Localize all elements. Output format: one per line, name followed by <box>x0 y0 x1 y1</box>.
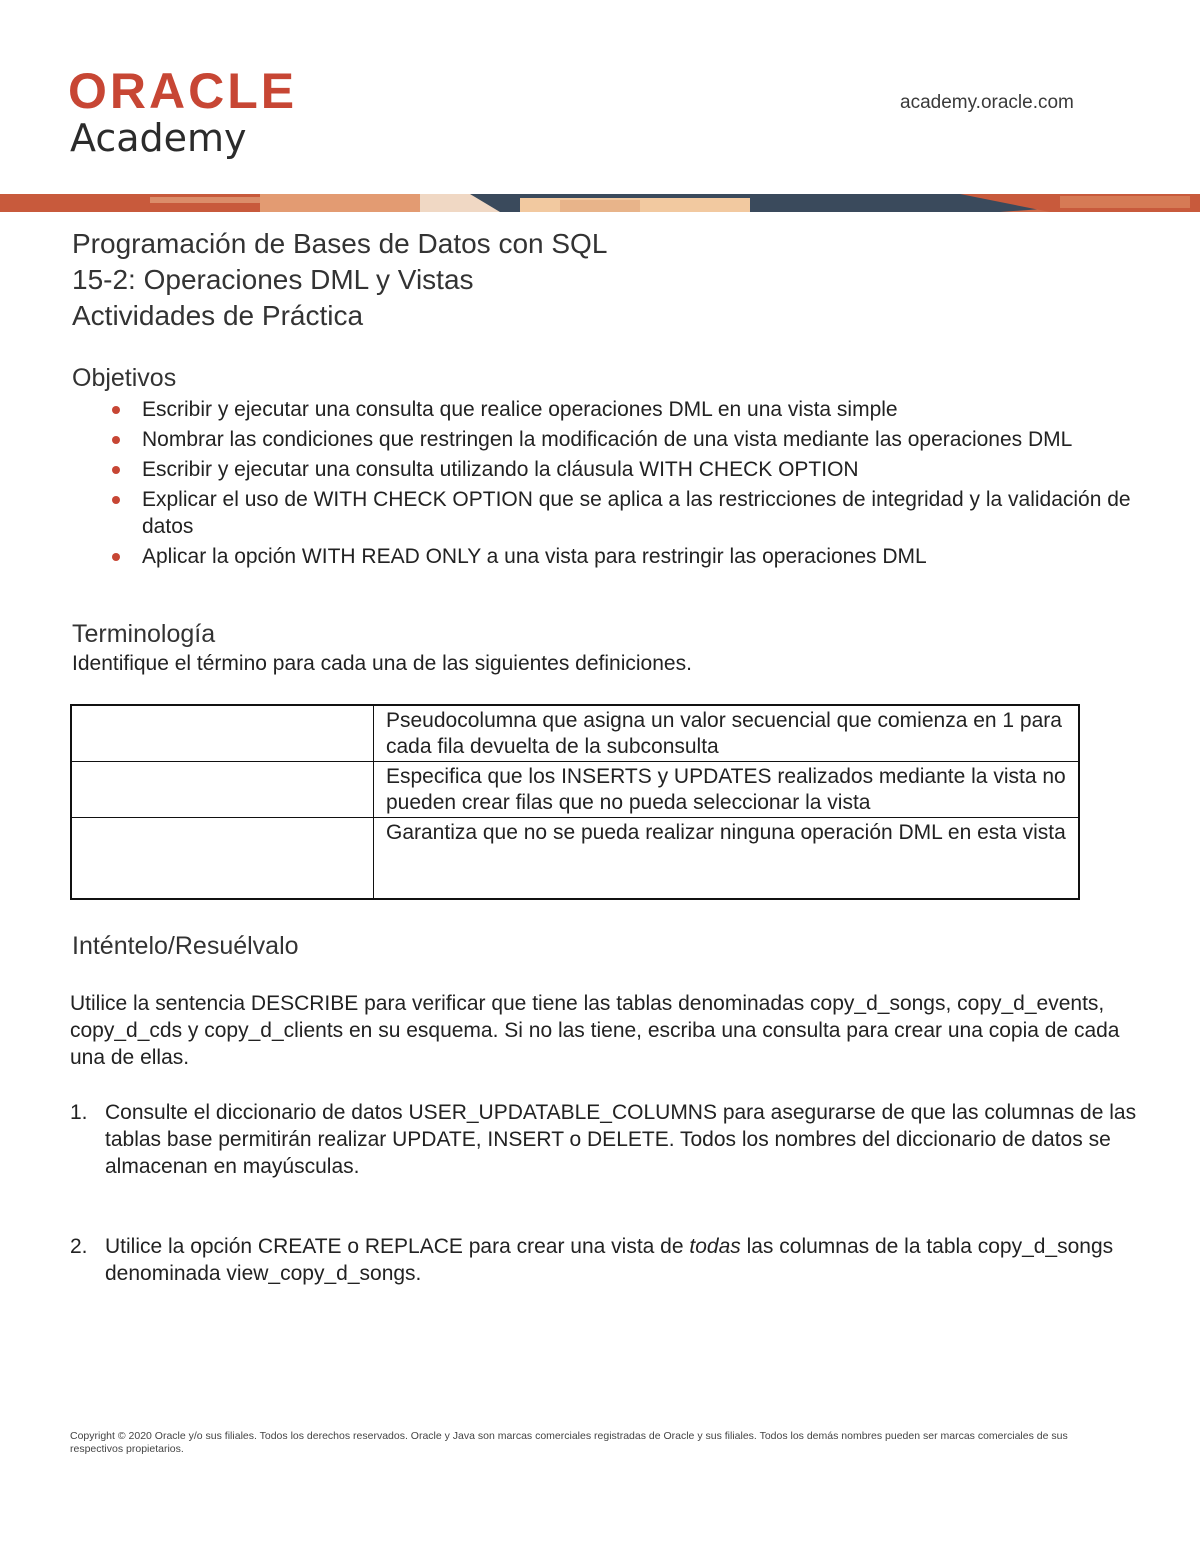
objective-text: Explicar el uso de WITH CHECK OPTION que se aplica a las restricciones de integridad y la validación de datos <box>142 488 1131 538</box>
definition-cell: Garantiza que no se pueda realizar ninguna operación DML en esta vista <box>374 818 1080 900</box>
bullet-icon <box>112 436 120 444</box>
instructions-paragraph: Utilice la sentencia DESCRIBE para verificar que tiene las tablas denominadas copy_d_songs, copy_d_events, copy_d_cds y copy_d_clients en su esquema. Si no las tiene, escriba una consulta para crear una copia de cada una de ellas. <box>70 992 1120 1069</box>
term-answer-cell[interactable] <box>71 762 374 818</box>
bullet-icon <box>112 406 120 414</box>
try-it-heading: Inténtelo/Resuélvalo <box>72 932 299 960</box>
activity-title: Actividades de Práctica <box>72 300 364 331</box>
table-row <box>71 762 1079 818</box>
objective-text: Aplicar la opción WITH READ ONLY a una vista para restringir las operaciones DML <box>142 545 927 568</box>
step-2 <box>70 1233 1140 1287</box>
oracle-logo: ORACLE <box>68 63 298 119</box>
terminology-intro: Identifique el término para cada una de las siguientes definiciones. <box>72 652 692 675</box>
table-row <box>71 818 1079 900</box>
list-item <box>72 426 1142 453</box>
step-text: Consulte el diccionario de datos USER_UPDATABLE_COLUMNS para asegurarse de que las columnas de las tablas base permitirán realizar UPDATE, INSERT o DELETE. Todos los nombres del diccionario de datos se almacenan en mayúsculas. <box>105 1101 1137 1178</box>
step-text-emphasis: todas <box>689 1235 741 1258</box>
bullet-icon <box>112 496 120 504</box>
list-item <box>72 396 1142 423</box>
terminology-heading: Terminología <box>72 620 216 648</box>
lesson-title: 15-2: Operaciones DML y Vistas <box>72 264 474 295</box>
objectives-heading: Objetivos <box>72 364 177 392</box>
table-row <box>71 705 1079 762</box>
objective-text: Nombrar las condiciones que restringen la modificación de una vista mediante las operaciones DML <box>142 428 1073 451</box>
bullet-icon <box>112 553 120 561</box>
step-1 <box>70 1099 1140 1180</box>
step-number: 2. <box>70 1235 88 1258</box>
definition-cell: Especifica que los INSERTS y UPDATES realizados mediante la vista no pueden crear filas que no pueda seleccionar la vista <box>374 762 1080 818</box>
term-answer-cell[interactable] <box>71 705 374 762</box>
course-title: Programación de Bases de Datos con SQL <box>72 228 608 259</box>
list-item <box>72 456 1142 483</box>
academy-logo-text: Academy <box>70 116 247 160</box>
definition-cell: Pseudocolumna que asigna un valor secuencial que comienza en 1 para cada fila devuelta de la subconsulta <box>374 705 1080 762</box>
objective-text: Escribir y ejecutar una consulta utilizando la cláusula WITH CHECK OPTION <box>142 458 859 481</box>
decorative-banner <box>0 194 1200 212</box>
objectives-list <box>72 396 1142 573</box>
step-text-before: Utilice la opción CREATE o REPLACE para crear una vista de <box>105 1235 690 1258</box>
term-answer-cell[interactable] <box>71 818 374 900</box>
step-number: 1. <box>70 1101 88 1124</box>
objective-text: Escribir y ejecutar una consulta que realice operaciones DML en una vista simple <box>142 398 898 421</box>
title-block <box>72 226 607 334</box>
site-url: academy.oracle.com <box>900 92 1074 113</box>
list-item <box>72 543 1142 570</box>
step-text <box>105 1233 1140 1287</box>
step-text-after: las columnas de la tabla copy_d_songs denominada view_copy_d_songs. <box>105 1235 1114 1285</box>
bullet-icon <box>112 466 120 474</box>
copyright-footer: Copyright © 2020 Oracle y/o sus filiales. Todos los derechos reservados. Oracle y Java son marcas comerciales registradas de Oracle y sus filiales. Todos los demás nombres pueden ser marcas comerciales de sus respectivos propietarios. <box>70 1430 1068 1455</box>
terminology-table <box>70 704 1080 900</box>
list-item <box>72 486 1142 540</box>
